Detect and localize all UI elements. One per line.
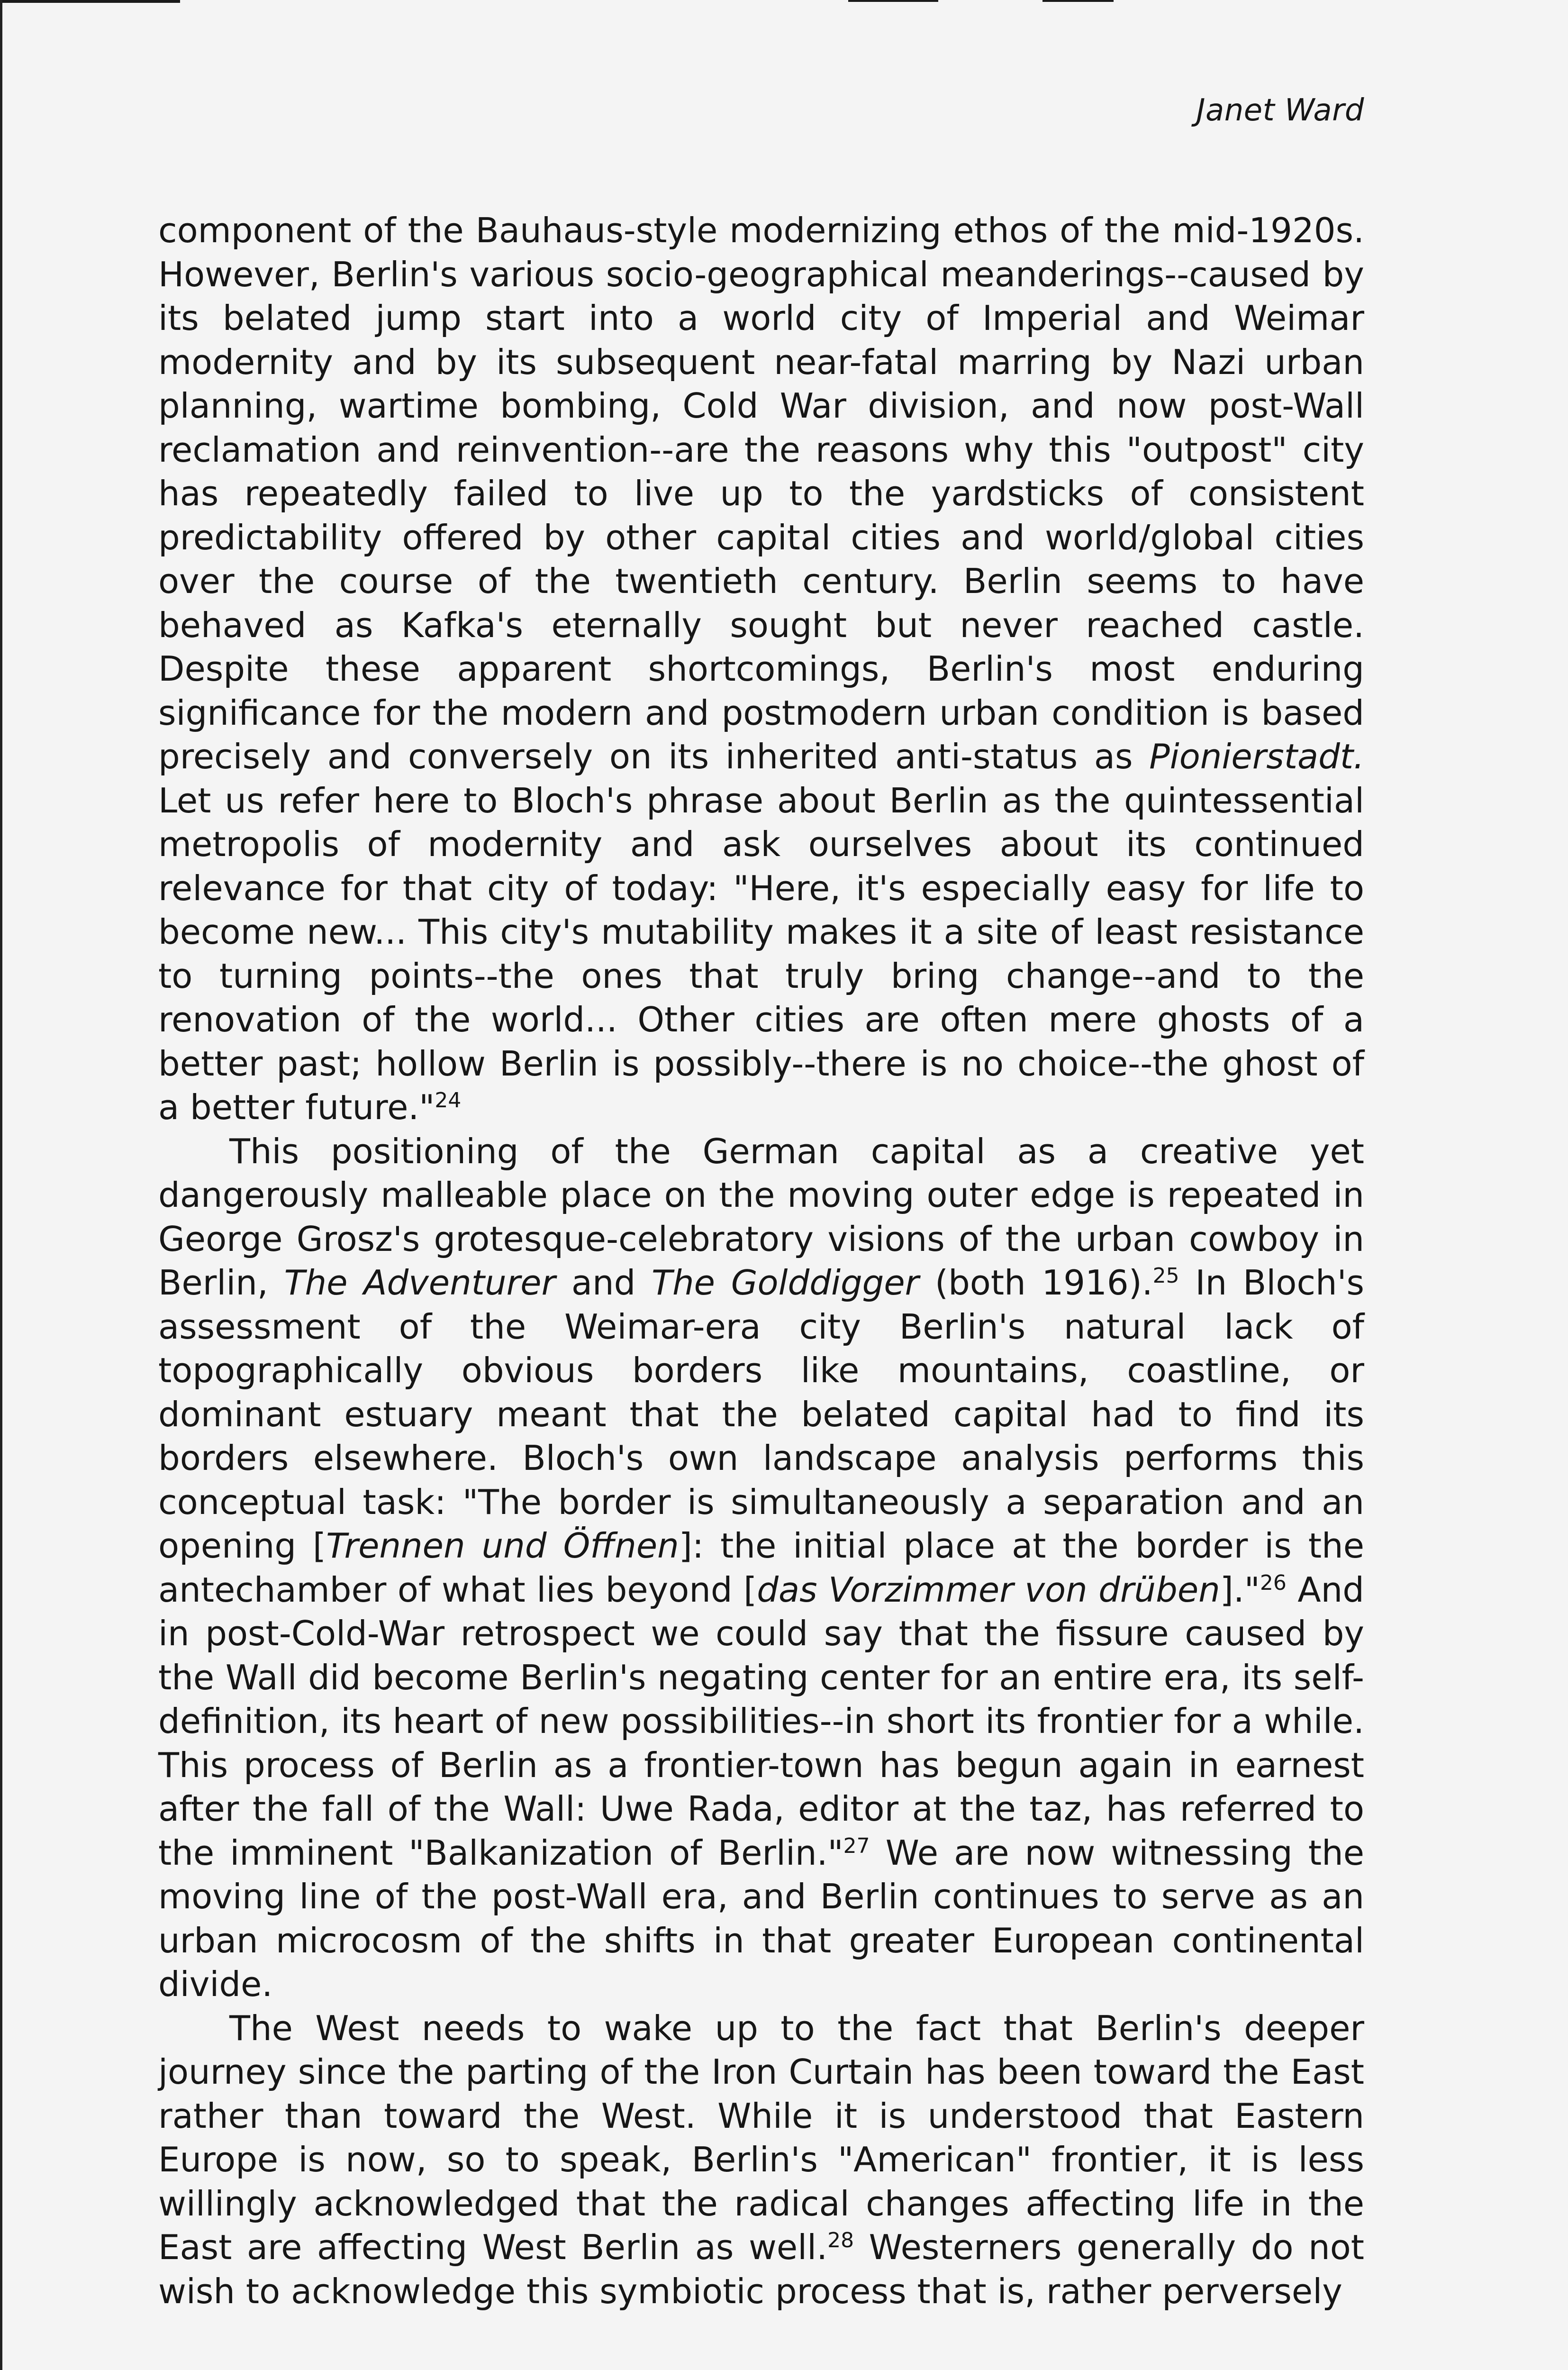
- italic-term: Trennen und Öffnen: [326, 1526, 679, 1566]
- paragraph: [158, 2006, 1364, 2314]
- footnote-ref: 25: [1152, 1264, 1179, 1288]
- text-run: Let us refer here to Bloch's phrase about Berlin as the quintessential metropolis of modernity and ask ourselves about its continued relevance for that city of today: "Here, it's especially easy for life to become new... This city's mutability makes it a site of least resistance to turning points--the ones that truly bring change--and to the renovation of the world... Other cities are often mere ghosts of a better past; hollow Berlin is possibly--there is no choice--the ghost of a better future.": [158, 780, 1364, 1127]
- text-run: ].": [1220, 1569, 1260, 1610]
- scan-left-border: [0, 0, 2, 2370]
- paragraph: [158, 1130, 1364, 2006]
- text-run: This positioning of the German capital as a creative yet dangerously malleable place on the moving outer edge is repeated in George Grosz's grotesque-celebratory visions of the urban cowboy in Berlin,: [158, 1131, 1364, 1303]
- scan-edge-mark: [848, 0, 938, 2]
- footnote-ref: 28: [827, 2228, 854, 2252]
- body-text: [158, 209, 1364, 2313]
- text-run: (both 1916).: [919, 1263, 1153, 1303]
- text-run: In Bloch's assessment of the Weimar-era city Berlin's natural lack of topographically obvious borders like mountains, coastline, or dominant estuary meant that the belated capital had to find its borders elsewhere. Bloch's own landscape analysis performs this conceptual task: "The border is simultaneously a separation and an opening [: [158, 1263, 1364, 1566]
- text-run: Westerners generally do not wish to acknowledge this symbiotic process that is, rather perversely: [158, 2227, 1364, 2311]
- paragraph: [158, 209, 1364, 1130]
- text-run: We are now witnessing the moving line of the post-Wall era, and Berlin continues to serve as an urban microcosm of the shifts in that greater European continental divide.: [158, 1832, 1364, 2004]
- italic-term: The Adventurer: [284, 1263, 556, 1303]
- scan-edge-mark: [0, 0, 180, 3]
- footnote-ref: 27: [843, 1833, 870, 1858]
- footnote-ref: 26: [1260, 1570, 1287, 1595]
- text-run: And in post-Cold-War retrospect we could say that the fissure caused by the Wall did become Berlin's negating center for an entire era, its self-definition, its heart of new possibilities--in short its frontier for a while. This process of Berlin as a frontier-town has begun again in earnest after the fall of the Wall: Uwe Rada, editor at the taz, has referred to the imminent "Balkanization of Berlin.": [158, 1569, 1364, 1873]
- italic-term: The Golddigger: [652, 1263, 919, 1303]
- italic-term: das Vorzimmer von drüben: [757, 1569, 1220, 1610]
- scan-edge-mark: [1042, 0, 1114, 2]
- footnote-ref: 24: [435, 1088, 462, 1112]
- text-run: component of the Bauhaus-style modernizing ethos of the mid-1920s. However, Berlin's various socio-geographical meanderings--caused by its belated jump start into a world city of Imperial and Weimar modernity and by its subsequent near-fatal marring by Nazi urban planning, wartime bombing, Cold War division, and now post-Wall reclamation and reinvention--are the reasons why this "outpost" city has repeatedly failed to live up to the yardsticks of consistent predictability offered by other capital cities and world/global cities over the course of the twentieth century. Berlin seems to have behaved as Kafka's eternally sought but never reached castle. Despite these apparent shortcomings, Berlin's most enduring significance for the modern and postmodern urban condition is based precisely and conversely on its inherited anti-status as: [158, 210, 1364, 776]
- running-head: Janet Ward: [1196, 93, 1364, 128]
- text-run: ]: the initial place at the border is the antechamber of what lies beyond [: [158, 1526, 1364, 1610]
- text-run: The West needs to wake up to the fact that Berlin's deeper journey since the parting of the Iron Curtain has been toward the East rather than toward the West. While it is understood that Eastern Europe is now, so to speak, Berlin's "American" frontier, it is less willingly acknowledged that the radical changes affecting life in the East are affecting West Berlin as well.: [158, 2008, 1364, 2267]
- text-run: and: [555, 1263, 652, 1303]
- italic-term: Pionierstadt.: [1149, 737, 1364, 776]
